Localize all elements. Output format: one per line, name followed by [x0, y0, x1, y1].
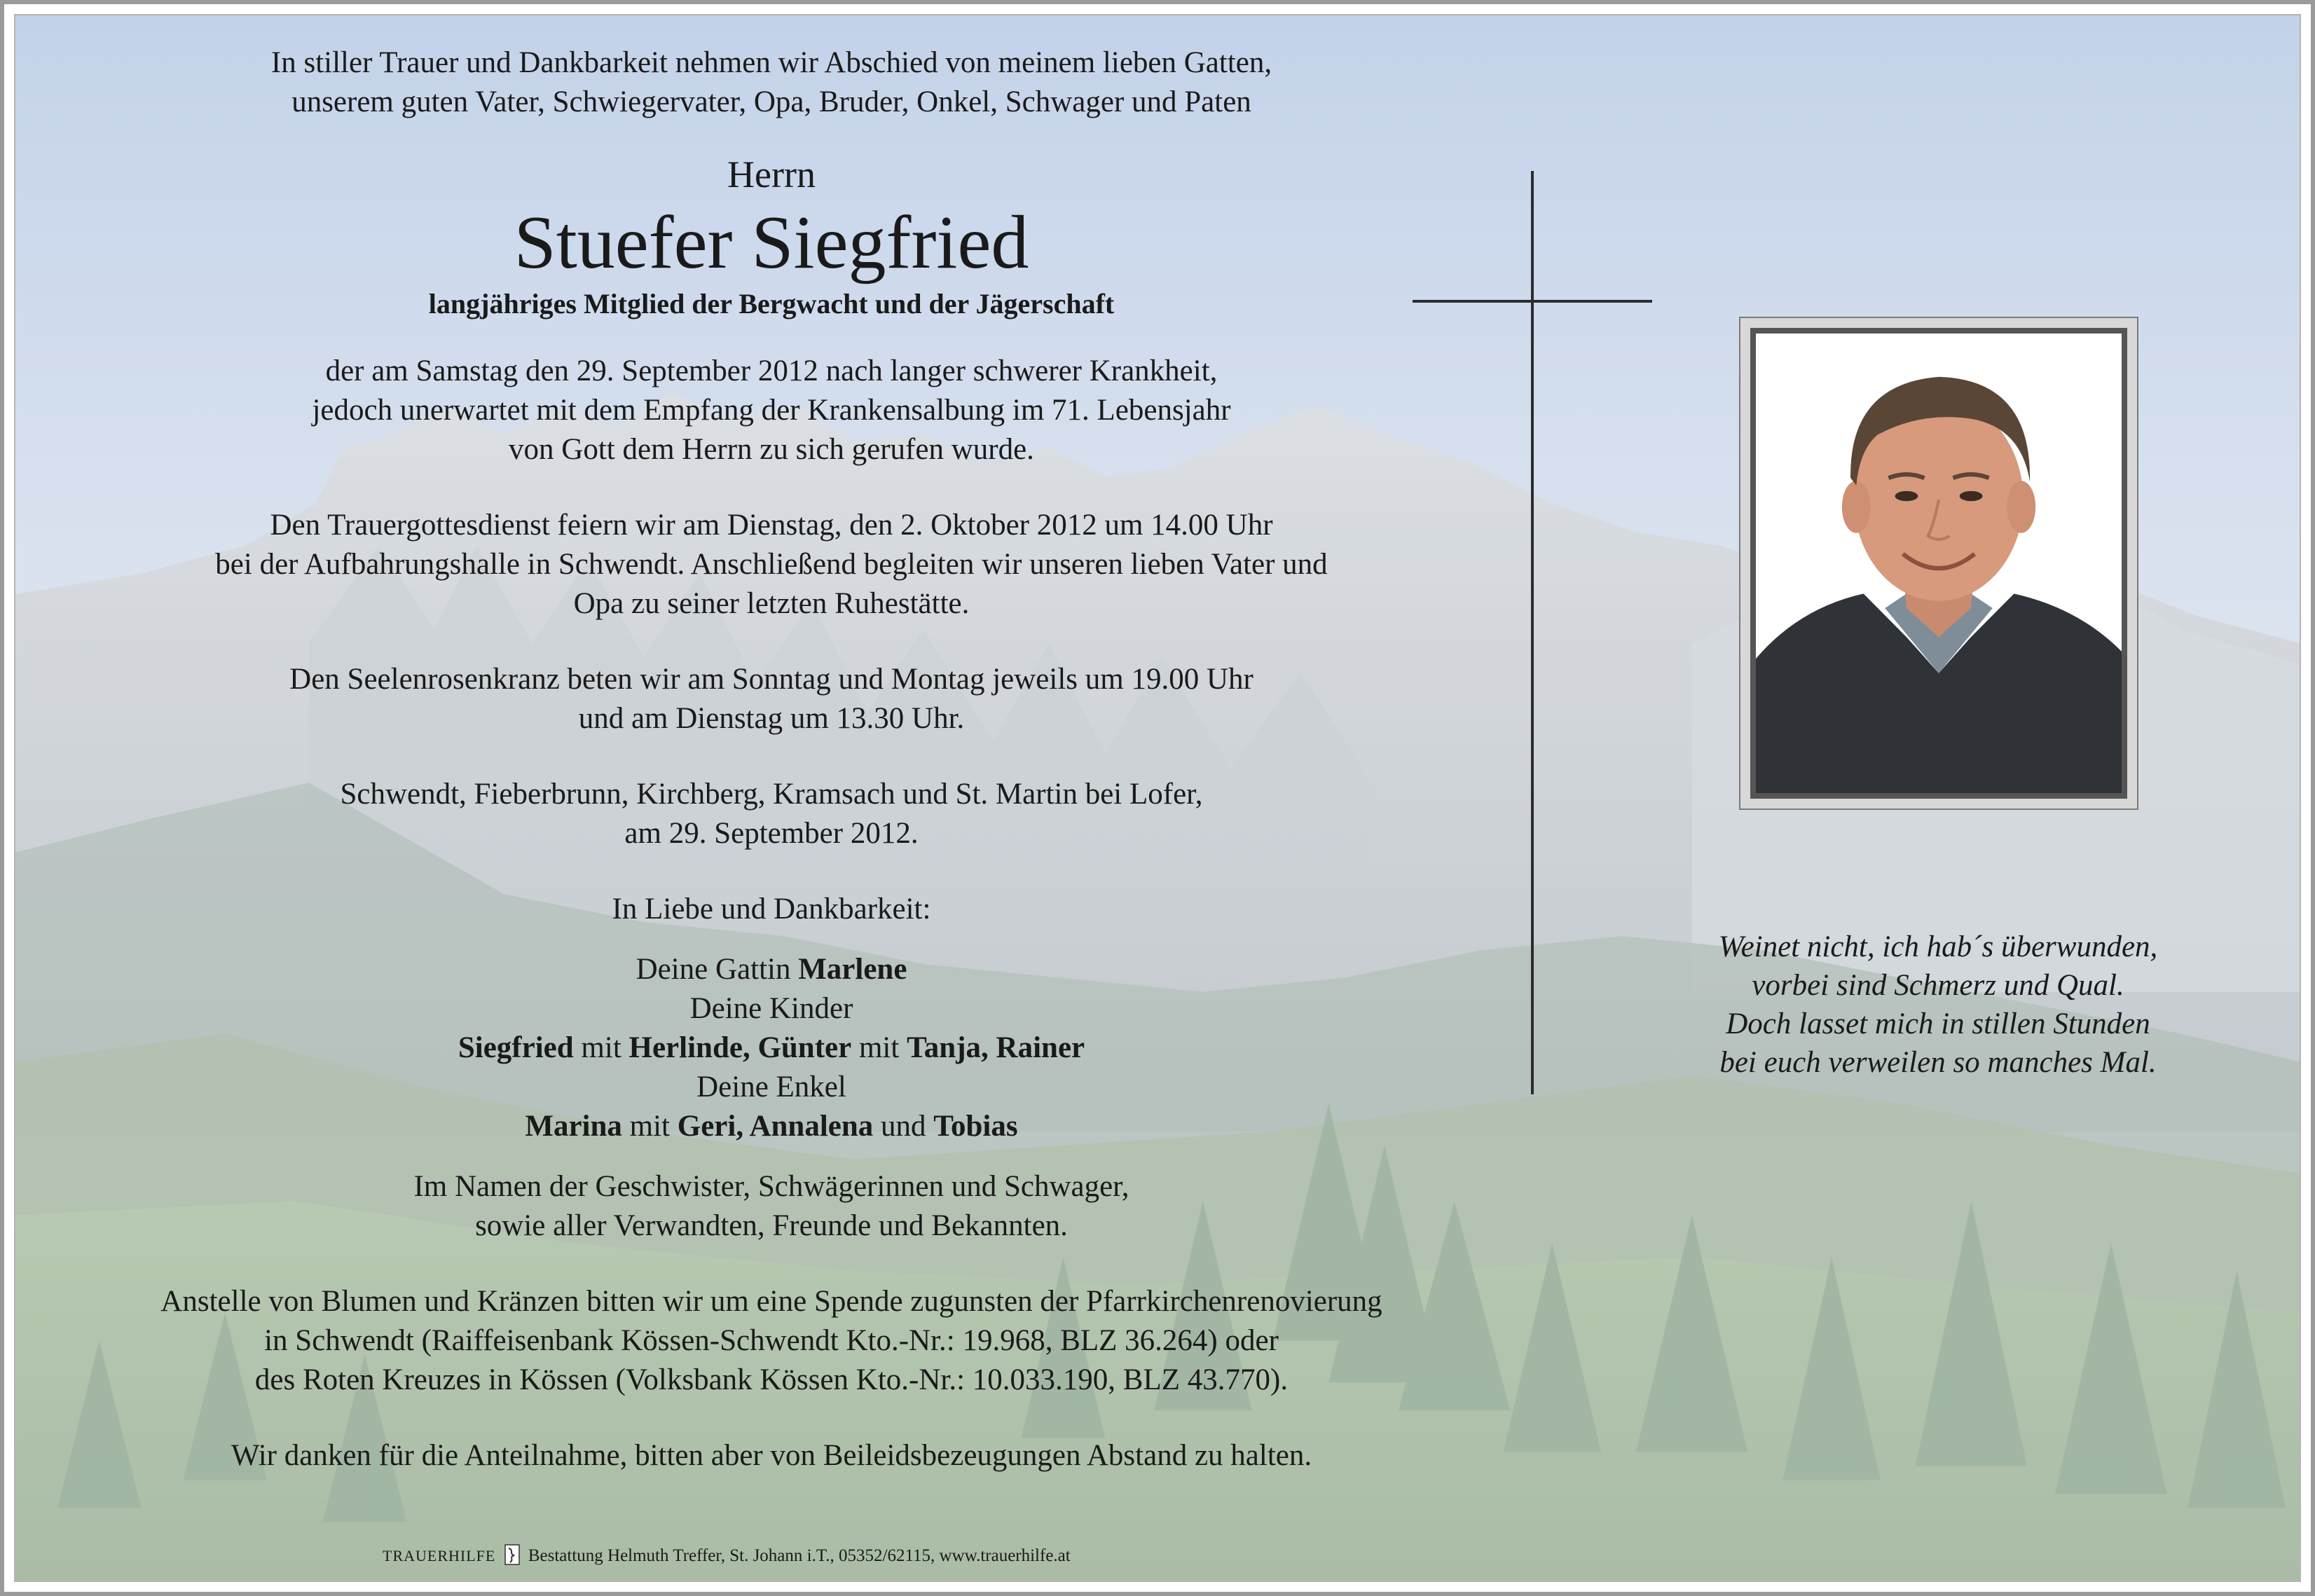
family-block [81, 950, 1462, 1146]
death-line: jedoch unerwartet mit dem Empfang der Krankensalbung im 71. Lebensjahr [312, 394, 1231, 427]
trauerhilfe-logo-icon [504, 1544, 520, 1565]
funeral-line: Opa zu seiner letzten Ruhestätte. [573, 587, 970, 620]
intro-line: unserem guten Vater, Schwiegervater, Opa, Bruder, Onkel, Schwager und Paten [291, 85, 1251, 118]
thanks-line: Wir danken für die Anteilnahme, bitten aber von Beileidsbezeugungen Abstand zu halten. [231, 1439, 1312, 1472]
deceased-name: Stuefer Siegfried [514, 201, 1029, 284]
relatives-line: sowie aller Verwandten, Freunde und Bekannten. [475, 1209, 1068, 1242]
donation-block [81, 1282, 1462, 1400]
place-line: am 29. September 2012. [624, 817, 919, 850]
portrait-photo-frame [1739, 317, 2138, 810]
portrait-image [1756, 333, 2122, 793]
imprint-text: Bestattung Helmuth Treffer, St. Johann i.T., 05352/62115, www.trauerhilfe.at [528, 1546, 1071, 1565]
memorial-poem [1616, 928, 2260, 1082]
poem-line: Weinet nicht, ich hab´s überwunden, [1718, 930, 2158, 963]
wife-name: Marlene [798, 953, 907, 986]
wife-prefix: Deine Gattin [636, 953, 791, 986]
death-line: von Gott dem Herrn zu sich gerufen wurde. [509, 433, 1034, 466]
imprint-brand: TRAUERHILFE [383, 1547, 496, 1564]
poem-line: Doch lasset mich in stillen Stunden [1726, 1007, 2150, 1040]
relatives-block [81, 1167, 1462, 1246]
mit-word: mit [581, 1031, 621, 1064]
death-block [81, 352, 1462, 469]
rosary-line: Den Seelenrosenkranz beten wir am Sonntag und Montag jeweils um 19.00 Uhr [289, 663, 1253, 696]
intro-block [81, 43, 1462, 122]
grandchildren-label: Deine Enkel [696, 1071, 846, 1103]
family-grandchildren-line [81, 1107, 1462, 1146]
und-word: und [881, 1110, 926, 1143]
donation-line: in Schwendt (Raiffeisenbank Kössen-Schwendt Kto.-Nr.: 19.968, BLZ 36.264) oder [264, 1324, 1279, 1357]
portrait-photo [1750, 328, 2127, 799]
place-line: Schwendt, Fieberbrunn, Kirchberg, Kramsach und St. Martin bei Lofer, [340, 778, 1203, 811]
salutation: Herrn [727, 153, 816, 195]
funeral-line: Den Trauergottesdienst feiern wir am Dienstag, den 2. Oktober 2012 um 14.00 Uhr [270, 509, 1273, 542]
funeral-block [81, 506, 1462, 624]
family-wife-line [81, 950, 1462, 989]
children-label: Deine Kinder [689, 992, 853, 1025]
poem-line: vorbei sind Schmerz und Qual. [1752, 969, 2124, 1002]
funeral-line: bei der Aufbahrungshalle in Schwendt. Anschließend begleiten wir unseren lieben Vater und [215, 548, 1328, 581]
rosary-block [81, 660, 1462, 738]
child-partner-names: Tanja, Rainer [907, 1031, 1085, 1064]
mit-word: mit [629, 1110, 670, 1143]
funeral-home-imprint [383, 1544, 1071, 1566]
poem-line: bei euch verweilen so manches Mal. [1719, 1046, 2157, 1079]
family-children-line [81, 1029, 1462, 1068]
rosary-line: und am Dienstag um 13.30 Uhr. [578, 702, 965, 735]
closing-phrase: In Liebe und Dankbarkeit: [612, 893, 931, 926]
donation-line: des Roten Kreuzes in Kössen (Volksbank Kössen Kto.-Nr.: 10.033.190, BLZ 43.770). [254, 1363, 1289, 1396]
cross-horizontal-bar [1413, 300, 1652, 303]
donation-line: Anstelle von Blumen und Kränzen bitten wir um eine Spende zugunsten der Pfarrkirchenrenovierung [160, 1285, 1382, 1318]
deceased-subtitle: langjähriges Mitglied der Bergwacht und der Jägerschaft [428, 288, 1115, 319]
child-partner-names: Herlinde, Günter [628, 1031, 852, 1064]
grandchild-names: Geri, Annalena [677, 1110, 874, 1143]
death-line: der am Samstag den 29. September 2012 nach langer schwerer Krankheit, [325, 355, 1218, 387]
mit-word: mit [858, 1031, 900, 1064]
grandchild-name: Tobias [933, 1110, 1018, 1143]
cross-vertical-bar [1531, 171, 1534, 1094]
obituary-text [81, 43, 1462, 1475]
child-name: Siegfried [458, 1031, 574, 1064]
grandchild-name: Marina [525, 1110, 622, 1143]
intro-line: In stiller Trauer und Dankbarkeit nehmen wir Abschied von meinem lieben Gatten, [270, 46, 1272, 79]
relatives-line: Im Namen der Geschwister, Schwägerinnen und Schwager, [413, 1170, 1129, 1203]
place-date-block [81, 775, 1462, 853]
